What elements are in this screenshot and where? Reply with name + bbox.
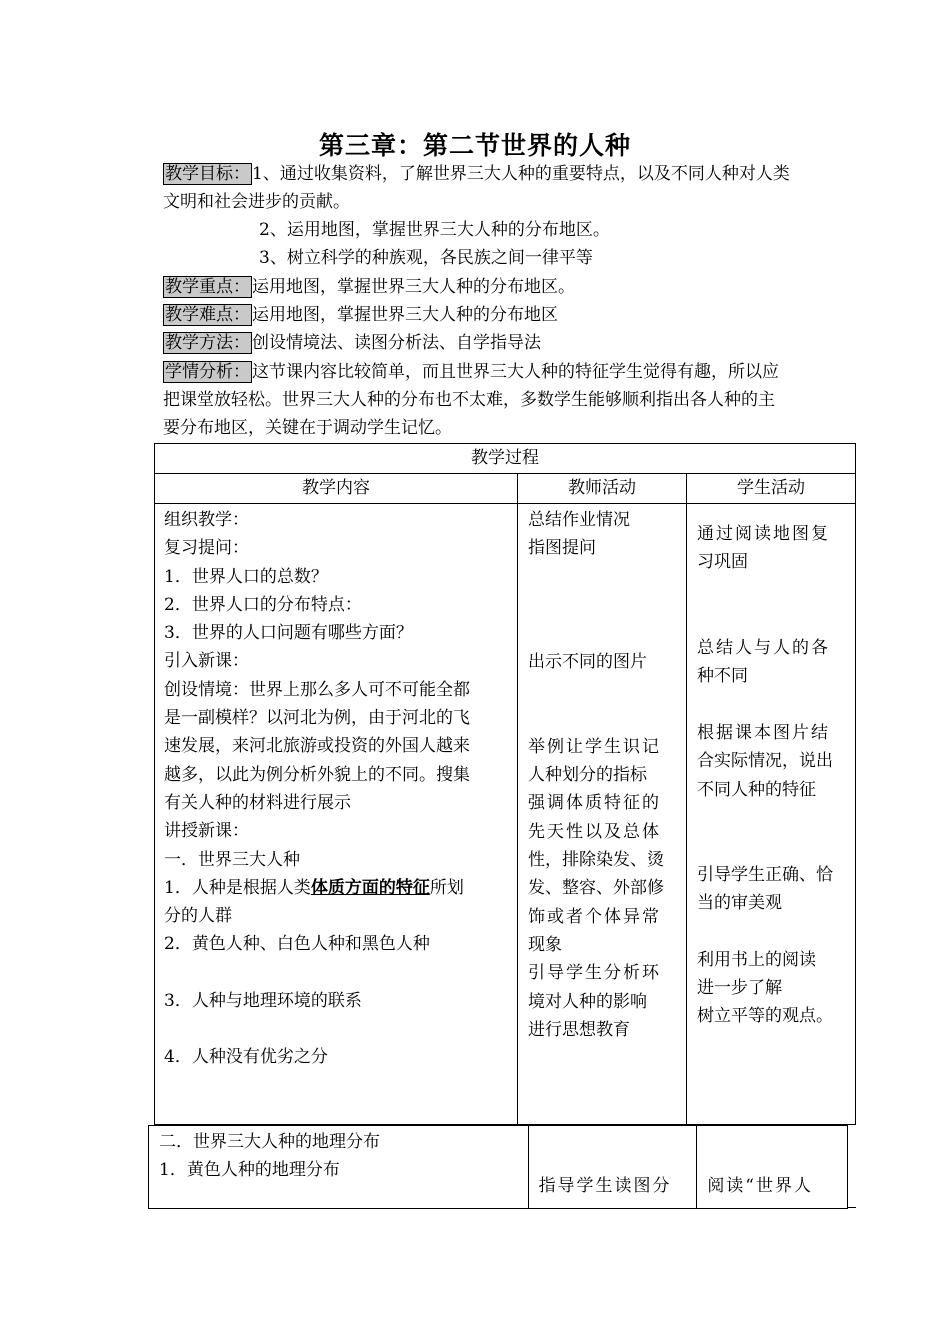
analysis-c: 要分布地区，关键在于调动学生记忆。 (163, 418, 452, 438)
content-line: 3．世界的人口问题有哪些方面？ (164, 623, 413, 644)
spacer (164, 959, 517, 987)
spacer (697, 804, 855, 861)
content-line: 一．世界三大人种 (164, 849, 300, 870)
content-line: 讲授新课： (164, 821, 249, 842)
goal-label: 教学目标： (165, 164, 250, 184)
spacer (697, 918, 855, 946)
spacer (164, 1015, 517, 1043)
teacher-line: 指图提问 (528, 538, 596, 559)
student-line: 习巩固 (697, 552, 748, 573)
item1-emphasis: 体质方面的特征 (310, 877, 430, 898)
teacher-line: 出示不同的图片 (528, 651, 647, 672)
teacher-line: 境对人种的影响 (528, 991, 647, 1012)
student-line: 通过阅读地图复 (697, 524, 830, 544)
content-item-4: 4．人种没有优劣之分 (164, 1047, 328, 1068)
method-label: 教学方法： (165, 333, 250, 353)
content-line: 有关人种的材料进行展示 (164, 792, 351, 813)
content-line: 引入新课： (164, 651, 249, 672)
student-line: 种不同 (697, 665, 748, 686)
content-line: 二．世界三大人种的地理分布 (159, 1132, 380, 1152)
content-cell (155, 504, 518, 1125)
teacher-line: 发、整容、外部修 (528, 878, 664, 899)
student-line: 树立平等的观点。 (697, 1006, 833, 1027)
content-line: 是一副模样？以河北为例，由于河北的飞 (164, 708, 470, 729)
content-item-2: 2．黄色人种、白色人种和黑色人种 (164, 934, 430, 955)
goal-line (163, 160, 790, 188)
content-line: 组织教学： (164, 510, 249, 530)
difficulty-text: 运用地图，掌握世界三大人种的分布地区 (252, 305, 558, 325)
focus-line (163, 273, 575, 301)
process-table (154, 443, 856, 1125)
student-cell-2 (697, 1126, 848, 1209)
student-line: 不同人种的特征 (697, 779, 816, 800)
student-line: 当的审美观 (697, 893, 782, 914)
analysis-line (163, 358, 779, 386)
teacher-cell-2 (528, 1126, 697, 1209)
spacer (528, 676, 686, 733)
content-line: 2．世界人口的分布特点： (164, 594, 362, 615)
spacer (697, 690, 855, 719)
teacher-line: 性，排除染发、烫 (528, 850, 664, 871)
content-line: 速发展，来河北旅游或投资的外国人越来 (164, 736, 470, 757)
content-line: 越多，以此为例分析外貌上的不同。搜集 (164, 764, 470, 785)
distribution-table (148, 1125, 848, 1209)
teacher-line: 饰或者个体异常 (528, 906, 661, 927)
content-item-1 (164, 874, 517, 902)
spacer (697, 577, 855, 634)
student-line: 利用书上的阅读 (697, 949, 816, 970)
teacher-line: 引导学生分析环 (528, 963, 661, 984)
col-teacher-header: 教师活动 (518, 474, 687, 504)
table-edge (848, 1207, 856, 1208)
col-content-header: 教学内容 (155, 474, 518, 504)
content-line: 1．黄色人种的地理分布 (159, 1160, 340, 1181)
focus-text: 运用地图，掌握世界三大人种的分布地区。 (252, 277, 575, 297)
student-line: 总结人与人的各 (697, 637, 830, 658)
col-student-header: 学生活动 (687, 474, 856, 504)
teacher-line: 先天性以及总体 (528, 821, 661, 842)
goal-1b: 文明和社会进步的贡献。 (163, 192, 350, 212)
student-line: 进一步了解 (697, 977, 782, 998)
page-title: 第三章：第二节世界的人种 (318, 131, 631, 160)
student-cell (687, 504, 856, 1125)
teacher-line: 强调体质特征的 (528, 793, 661, 814)
content-line: 创设情境：世界上那么多人可不可能全都 (164, 679, 470, 700)
goal-1a: 1、通过收集资料，了解世界三大人种的重要特点，以及不同人种对人类 (252, 164, 790, 184)
goal-2: 2、运用地图，掌握世界三大人种的分布地区。 (259, 220, 610, 240)
method-text: 创设情境法、读图分析法、自学指导法 (252, 333, 541, 353)
spacer (528, 563, 686, 648)
difficulty-label: 教学难点： (165, 305, 250, 325)
teacher-cell (518, 504, 687, 1125)
table-caption: 教学过程 (155, 444, 856, 474)
analysis-b: 把课堂放轻松。世界三大人种的分布也不太难，多数学生能够顺利指出各人种的主 (163, 390, 775, 410)
item1-post: 所划 (429, 877, 464, 898)
content-line: 1．世界人口的总数？ (164, 566, 328, 587)
student-line: 阅读“世界人 (707, 1176, 814, 1196)
focus-label: 教学重点： (165, 277, 250, 297)
content-line: 复习提问： (164, 538, 249, 559)
teacher-line: 人种划分的指标 (528, 765, 647, 786)
difficulty-line (163, 301, 558, 329)
teacher-line: 进行思想教育 (528, 1019, 630, 1040)
student-line: 引导学生正确、恰 (697, 865, 833, 886)
teacher-line: 指导学生读图分 (538, 1176, 672, 1196)
goal-3: 3、树立科学的种族观，各民族之间一律平等 (259, 248, 593, 268)
teacher-line: 现象 (528, 934, 562, 955)
student-line: 合实际情况，说出 (697, 751, 833, 772)
analysis-label: 学情分析： (165, 362, 250, 382)
content-cell-2 (149, 1126, 529, 1209)
student-line: 根据课本图片结 (697, 723, 830, 744)
teacher-line: 举例让学生识记 (528, 736, 661, 757)
content-item-1-cont: 分的人群 (164, 906, 232, 927)
teacher-line: 总结作业情况 (528, 510, 630, 530)
method-line (163, 329, 541, 357)
content-item-3: 3．人种与地理环境的联系 (164, 990, 362, 1011)
analysis-a: 这节课内容比较简单，而且世界三大人种的特征学生觉得有趣，所以应 (252, 362, 779, 382)
item1-pre: 1．人种是根据人类 (164, 877, 311, 898)
